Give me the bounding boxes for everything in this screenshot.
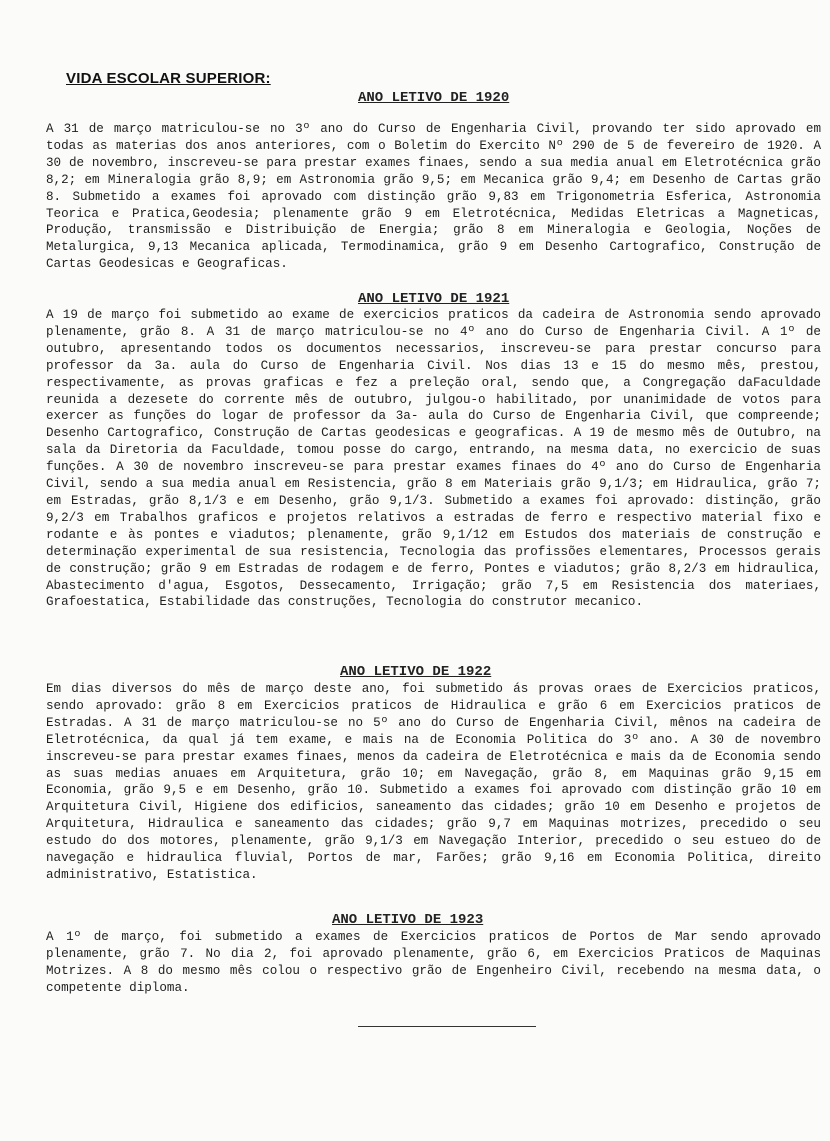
section-text-1923: A 1º de março, foi submetido a exames de Exercicios praticos de Portos de Mar sendo aprovado plenamente, grão 7. No dia 2, foi aprovado plenamente, grão 6, em Exercicios Praticos de Maquinas Motrizes. A 8 do mesmo mês colou o respectivo grão de Engenheiro Civil, recebendo na mesma data, o competente diploma. — [46, 930, 821, 995]
section-heading-1923: ANO LETIVO DE 1923 — [332, 912, 484, 928]
closing-rule — [358, 1026, 536, 1027]
section-text-1921: A 19 de março foi submetido ao exame de exercicios praticos da cadeira de Astronomia sendo aprovado plenamente, grão 8. A 31 de março matriculou-se no 4º ano do Curso de Engenharia Civil. A 1º de outubro, apresentando todos os documentos necessarios, inscreveu-se para prestar concurso para professor da 3a. aula do Curso de Engenharia Civil. Nos dias 13 e 15 do mesmo mês, prestou, respectivamente, as provas graficas e fez a preleção oral, sendo que, a Congregação daFaculdade reunida a dezesete do corrente mês de outubro, julgou-o habilitado, por unanimidade de votos para exercer as funções do logar de professor da 3a- aula do Curso de Engenharia Civil, que compreende; Desenho Cartografico, Construção de Cartas geodesicas e geograficas. A 19 de mesmo mês de Outubro, na sala da Diretoria da Faculdade, tomou posse do cargo, entrando, na mesma data, no exercicio de suas funções. A 30 de novembro inscreveu-se para prestar exames finaes do 4º ano do Curso de Engenharia Civil, sendo a sua media anual em Resistencia, grão 8 em Materiais grão 9,1/3; em Hidraulica, grão 7; em Estradas, grão 8,1/3 e em Desenho, grão 9,1/3. Submetido a exames foi aprovado: distinção, grão 9,2/3 em Trabalhos graficos e projetos relativos a estradas de ferro e respectivo material fixo e rodante e às pontes e viadutos; plenamente, grão 9,1/12 em Estudos dos materiais de construção e determinação experimental de sua resistencia, Tecnologia das profissões elementares, Processos gerais de construção; grão 9 em Estradas de rodagem e de ferro, Pontes e viadutos; grão 8,2/3 em hidraulica, Abastecimento d'agua, Esgotos, Dessecamento, Irrigação; grão 7,5 em Resistencia dos materiaes, Grafoestatica, Estabilidade das construções, Tecnologia do construtor mecanico. — [46, 308, 821, 610]
section-text-1922: Em dias diversos do mês de março deste ano, foi submetido ás provas oraes de Exercicios praticos, sendo aprovado: grão 8 em Exercicios praticos de Hidraulica e grão 6 em Exercicios praticos de Estradas. A 31 de março matriculou-se no 5º ano do Curso de Engenharia Civil, mênos na cadeira de Eletrotécnica, da qual já tem exame, e mais na de Economia Politica do 3º ano. A 30 de novembro inscreveu-se para prestar exames finaes, menos da cadeira de Eletrotécnica e mais da de Economia sendo as suas medias anuaes em Arquitetura, grão 10; em Navegação, grão 8, em Maquinas grão 9,15 em Economia, grão 9,5 e em Desenho, grão 10. Submetido a exames foi aprovado com distinção grão 10 em Arquitetura Civil, Higiene dos edificios, saneamento das cidades; grão 10 em Desenho e projetos de Arquitetura, Hidraulica e saneamento das cidades; grão 9,7 em Maquinas motrizes, precedido o seu estudo do dos motores, plenamente, grão 9,1/3 em Navegação Interior, precedido o seu estueo do de navegação e hidraulica fluvial, Portos de mar, Farões; grão 9,16 em Economia Politica, direito administrativo, Estatistica. — [46, 682, 821, 882]
section-heading-1920: ANO LETIVO DE 1920 — [358, 90, 510, 106]
section-heading-1922: ANO LETIVO DE 1922 — [340, 664, 492, 680]
section-text-1920: A 31 de março matriculou-se no 3º ano do Curso de Engenharia Civil, provando ter sido aprovado em todas as materias dos anos anteriores, com o Boletim do Exercito Nº 290 de 5 de fevereiro de 1920. A 30 de novembro, inscreveu-se para prestar exames finaes, sendo a sua media anual em Eletrotécnica grão 8,2; em Mineralogia grão 8,9; em Astronomia grão 9,5; em Mecanica grão 9,4; em Desenho de Cartas grão 8. Submetido a exames foi aprovado com distinção grão 9,83 em Trigonometria Esferica, Astronomia Teorica e Pratica,Geodesia; plenamente grão 9 em Eletrotécnica, Medidas Eletricas a Magneticas, Produção, transmissão e Distribuição de Energia; grão 8 em Mineralogia e Geologia, Noções de Metalurgica, 9,13 Mecanica aplicada, Termodinamica, grão 9 em Desenho Cartografico, Construção de Cartas Geodesicas e Geograficas. — [46, 122, 821, 272]
section-heading-1921: ANO LETIVO DE 1921 — [358, 291, 510, 307]
page-heading: VIDA ESCOLAR SUPERIOR: — [66, 70, 271, 87]
